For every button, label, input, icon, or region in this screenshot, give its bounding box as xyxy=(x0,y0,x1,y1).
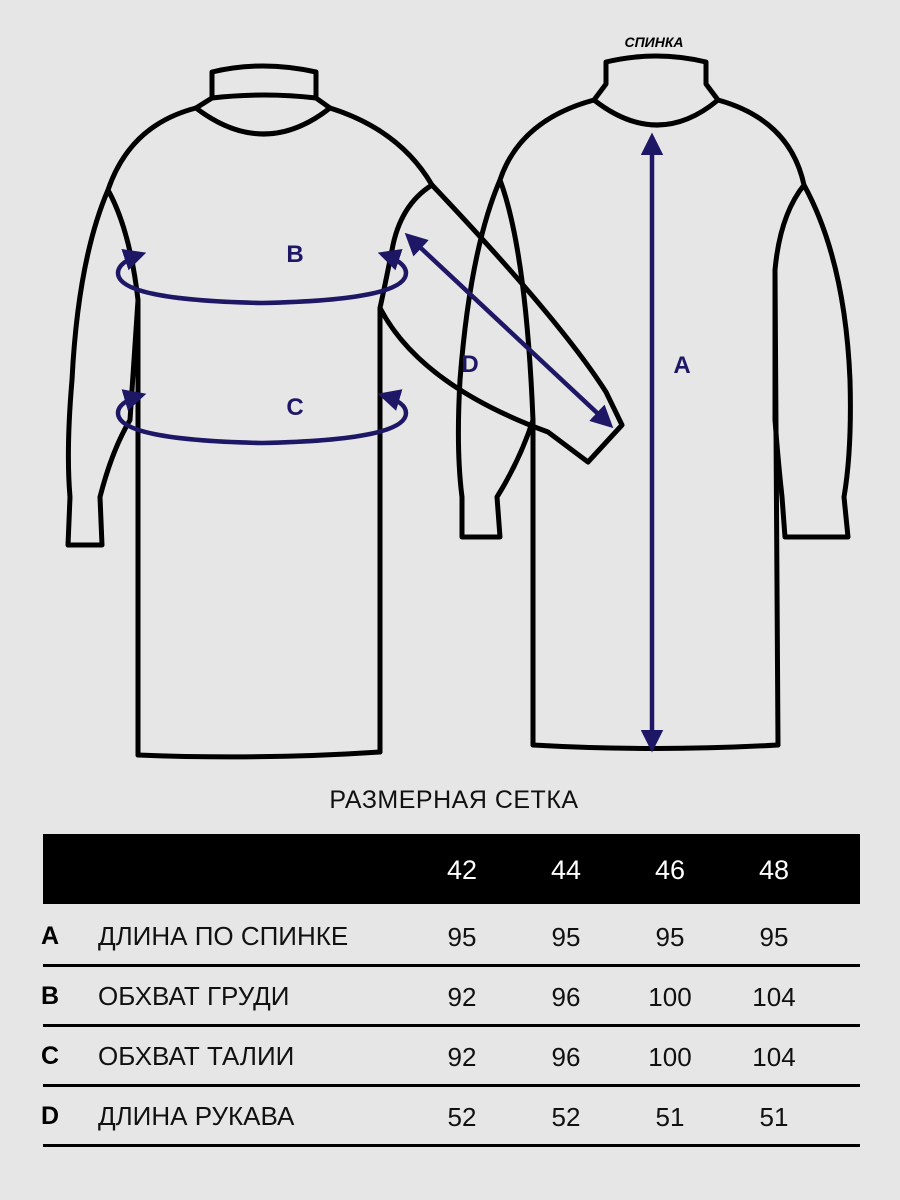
row-value: 52 xyxy=(551,1102,581,1132)
back-right-sleeve xyxy=(718,100,850,537)
row-value: 95 xyxy=(759,922,789,952)
row-value: 92 xyxy=(447,1042,477,1072)
marker-b: B xyxy=(286,241,304,268)
row-value: 51 xyxy=(655,1102,685,1132)
row-value: 52 xyxy=(447,1102,477,1132)
table-row-sleeve xyxy=(0,1086,900,1146)
back-hem xyxy=(533,745,778,749)
row-value: 95 xyxy=(655,922,685,952)
chest-measure-ring xyxy=(118,254,406,303)
table-row-back-length xyxy=(0,906,900,966)
marker-d: D xyxy=(461,351,479,378)
row-value: 95 xyxy=(447,922,477,952)
front-neckline xyxy=(196,108,330,134)
marker-a: A xyxy=(673,352,691,379)
row-value: 92 xyxy=(447,982,477,1012)
row-name: ОБХВАТ ГРУДИ xyxy=(98,981,290,1011)
row-value: 100 xyxy=(648,982,692,1012)
row-code: C xyxy=(41,1042,60,1070)
front-right-shoulder xyxy=(330,108,432,185)
table-row-chest xyxy=(0,966,900,1026)
marker-c: C xyxy=(286,394,304,421)
size-header-48: 48 xyxy=(758,855,790,885)
back-collar xyxy=(594,56,718,125)
back-view xyxy=(458,56,850,749)
row-code: B xyxy=(41,982,60,1010)
waist-measure-ring xyxy=(118,395,406,443)
row-code: D xyxy=(41,1102,60,1130)
size-header-42: 42 xyxy=(446,855,478,885)
row-value: 51 xyxy=(759,1102,789,1132)
size-chart-title: РАЗМЕРНАЯ СЕТКА xyxy=(329,786,579,814)
row-value: 100 xyxy=(648,1042,692,1072)
row-value: 95 xyxy=(551,922,581,952)
back-left-sleeve xyxy=(458,100,594,537)
row-divider xyxy=(43,1144,860,1147)
row-value: 104 xyxy=(752,982,796,1012)
sleeve-measure-arrow xyxy=(408,236,610,425)
measurements xyxy=(118,137,652,748)
back-view-label: СПИНКА xyxy=(624,34,684,50)
row-name: ОБХВАТ ТАЛИИ xyxy=(98,1041,295,1071)
row-code: A xyxy=(41,922,60,950)
front-left-sleeve xyxy=(68,108,196,545)
size-header-46: 46 xyxy=(654,855,686,885)
table-row-waist xyxy=(0,1026,900,1086)
front-hem xyxy=(138,752,380,757)
row-value: 96 xyxy=(551,1042,581,1072)
front-view xyxy=(68,66,622,757)
row-value: 104 xyxy=(752,1042,796,1072)
row-name: ДЛИНА РУКАВА xyxy=(98,1101,295,1131)
row-value: 96 xyxy=(551,982,581,1012)
size-header-44: 44 xyxy=(550,855,582,885)
front-collar xyxy=(212,66,316,98)
row-name: ДЛИНА ПО СПИНКЕ xyxy=(98,921,349,951)
